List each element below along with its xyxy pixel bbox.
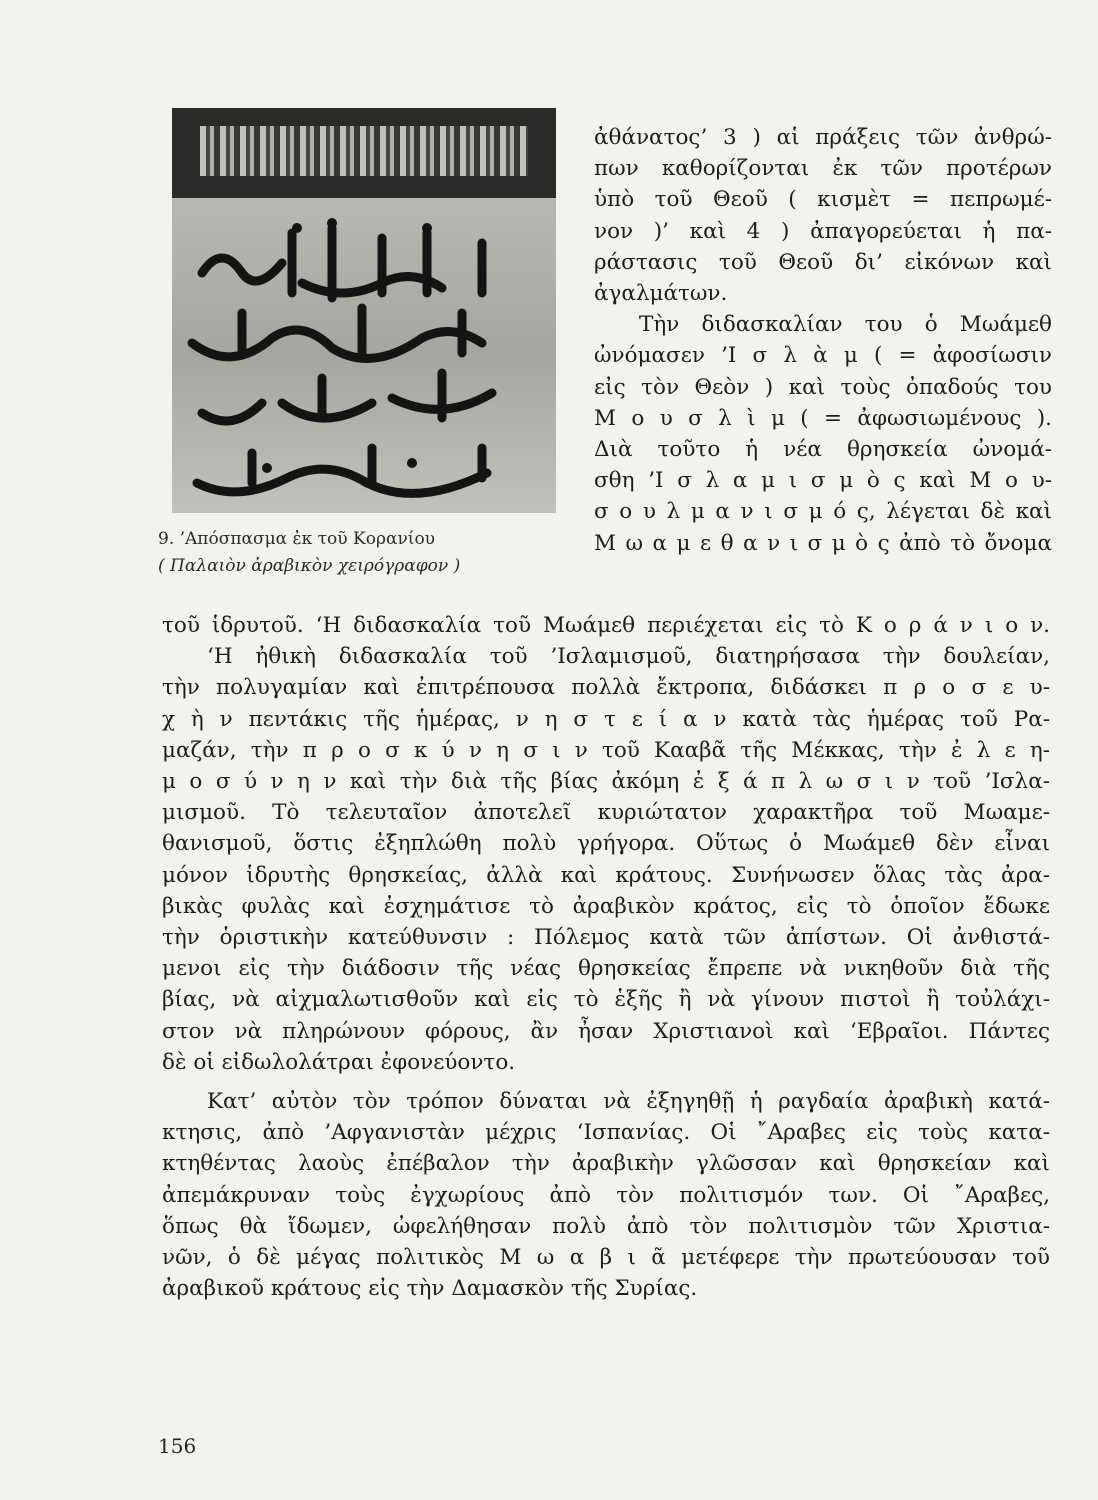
figure-caption <box>158 526 568 580</box>
text-line: ‘Η ἠθικὴ διδασκαλία τοῦ ’Ισλαμισμοῦ, διατηρήσασα τὴν δουλείαν, <box>207 644 1050 670</box>
text-line: μισμοῦ. Τὸ τελευταῖον ἀποτελεῖ κυριώτατον χαρακτῆρα τοῦ Μωαμε- <box>162 800 1050 826</box>
text-line: μ ο σ ύ ν η ν καὶ τὴν διὰ τῆς βίας ἀκόμη ἐ ξ ά π λ ω σ ι ν τοῦ ’Ισλα- <box>162 769 1050 795</box>
text-line: σθη ’Ι σ λ α μ ι σ μ ὸ ς καὶ Μ ο υ- <box>594 468 1052 494</box>
text-line: βικὰς φυλὰς καὶ ἐσχημάτισε τὸ ἀραβικὸν κράτος, εἰς τὸ ὁποῖον ἔδωκε <box>162 893 1050 919</box>
ornamental-header-band <box>172 108 556 198</box>
text-line: κτησις, ἀπὸ ’Αφγανιστὰν μέχρις ‘Ισπανίας. Οἱ ῎Αραβες εἰς τοὺς κατα- <box>162 1120 1050 1146</box>
text-line: πων καθορίζονται ἐκ τῶν προτέρων <box>594 156 1052 182</box>
text-line: ὅπως θὰ ἴδωμεν, ὠφελήθησαν πολὺ ἀπὸ τὸν πολιτισμὸν τῶν Χριστια- <box>162 1213 1050 1239</box>
text-line: στον νὰ πληρώνουν φόρους, ἂν ἦσαν Χριστιανοὶ καὶ ‘Εβραῖοι. Πάντες <box>162 1018 1050 1044</box>
text-line: ράστασις τοῦ Θεοῦ δι’ εἰκόνων καὶ <box>594 249 1052 275</box>
text-line: σ ο υ λ μ α ν ι σ μ ό ς, λέγεται δὲ καὶ <box>594 499 1052 525</box>
text-line: ὠνόμασεν ’Ι σ λ ὰ μ ( = ἀφοσίωσιν <box>594 343 1052 369</box>
text-line: Κατ’ αὐτὸν τὸν τρόπον δύναται νὰ ἐξηγηθῇ ἡ ραγδαία ἀραβικὴ κατά- <box>207 1089 1050 1115</box>
text-line: ὑπὸ τοῦ Θεοῦ ( κισμὲτ = πεπρωμέ- <box>594 187 1052 213</box>
text-line: Μ ο υ σ λ ὶ μ ( = ἀφωσιωμένους ). <box>594 405 1052 431</box>
text-line: χ ὴ ν πεντάκις τῆς ἡμέρας, ν η σ τ ε ί α ν κατὰ τὰς ἡμέρας τοῦ Ρα- <box>162 706 1050 732</box>
text-line: εἰς τὸν Θεὸν ) καὶ τοὺς ὀπαδούς του <box>594 374 1052 400</box>
text-line: τοῦ ἱδρυτοῦ. ‘Η διδασκαλία τοῦ Μωάμεθ περιέχεται εἰς τὸ Κ ο ρ ά ν ι ο ν. <box>162 613 1050 638</box>
right-column-text <box>594 122 1052 559</box>
ornamental-pattern <box>200 126 528 176</box>
text-line: μαζάν, τὴν π ρ ο σ κ ύ ν η σ ι ν τοῦ Κααβᾶ τῆς Μέκκας, τὴν ἐ λ ε η- <box>162 737 1050 763</box>
text-line: Μ ω α μ ε θ α ν ι σ μ ὸ ς ἀπὸ τὸ ὄνομα <box>594 530 1052 556</box>
text-line: μόνον ἱδρυτὴς θρησκείας, ἀλλὰ καὶ κράτους. Συνήνωσεν ὅλας τὰς ἀρα- <box>162 862 1050 888</box>
text-line: ἀγαλμάτων. <box>594 281 728 307</box>
arabic-calligraphy-image <box>182 213 546 503</box>
quran-manuscript-figure <box>172 108 556 513</box>
text-line: βίας, νὰ αἰχμαλωτισθοῦν καὶ εἰς τὸ ἑξῆς ἢ νὰ γίνουν πιστοὶ ἢ τοὐλάχι- <box>162 987 1050 1013</box>
text-line: ἀραβικοῦ κράτους εἰς τὴν Δαμασκὸν τῆς Συρίας. <box>162 1276 698 1302</box>
text-line: μενοι εἰς τὴν διάδοσιν τῆς νέας θρησκείας ἔπρεπε νὰ νικηθοῦν διὰ τῆς <box>162 956 1050 982</box>
text-line: τὴν ὁριστικὴν κατεύθυνσιν : Πόλεμος κατὰ τῶν ἀπίστων. Οἱ ἀνθιστά- <box>162 925 1050 951</box>
text-line: νον )’ καὶ 4 ) ἀπαγορεύεται ἡ πα- <box>594 218 1052 244</box>
text-line: θανισμοῦ, ὅστις ἐξηπλώθη πολὺ γρήγορα. Οὕτως ὁ Μωάμεθ δὲν εἶναι <box>162 831 1050 857</box>
text-line: Διὰ τοῦτο ἡ νέα θρησκεία ὠνομά- <box>594 437 1052 463</box>
text-line: ἀπεμάκρυναν τοὺς ἐγχωρίους ἀπὸ τὸν πολιτισμόν των. Οἱ ῎Αραβες, <box>162 1182 1050 1208</box>
caption-subtitle: ( Παλαιὸν ἀραβικὸν χειρόγραφον ) <box>158 556 461 576</box>
text-line: τὴν πολυγαμίαν καὶ ἐπιτρέπουσα πολλὰ ἔκτροπα, διδάσκει π ρ ο σ ε υ- <box>162 675 1050 701</box>
text-line: κτηθέντας λαοὺς ἐπέβαλον τὴν ἀραβικὴν γλῶσσαν καὶ θρησκείαν καὶ <box>162 1151 1050 1177</box>
page-number: 156 <box>158 1434 197 1458</box>
text-line: νῶν, ὁ δὲ μέγας πολιτικὸς Μ ω α β ι ᾶ μετέφερε τὴν πρωτεύουσαν τοῦ <box>162 1245 1050 1271</box>
text-line: δὲ οἱ εἰδωλολάτραι ἐφονεύοντο. <box>162 1049 516 1075</box>
caption-title: 9. ’Απόσπασμα ἐκ τοῦ Κορανίου <box>158 529 436 549</box>
text-line: Τὴν διδασκαλίαν του ὁ Μωάμεθ <box>639 312 1052 338</box>
main-body-text <box>162 610 1050 1304</box>
text-line: ἀθάνατος’ 3 ) αἱ πράξεις τῶν ἀνθρώ- <box>594 125 1052 150</box>
